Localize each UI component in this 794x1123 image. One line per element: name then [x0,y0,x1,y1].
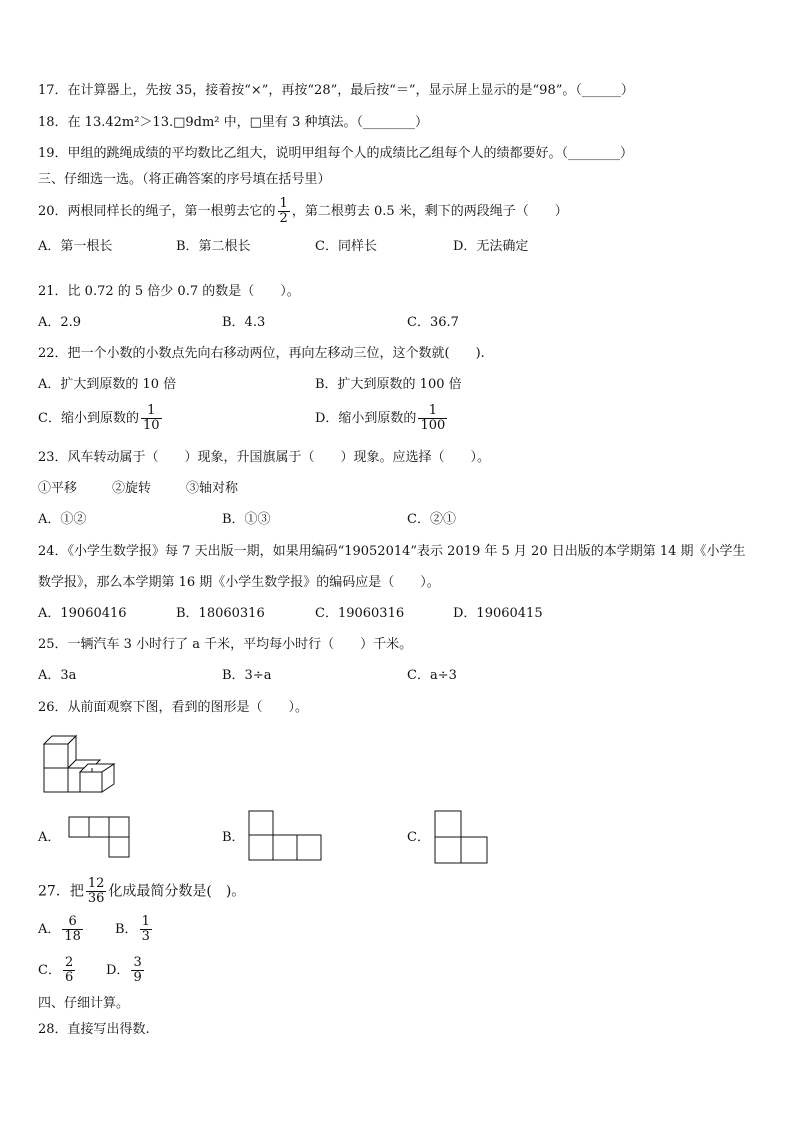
question-23: 23．风车转动属于（ ）现象，升国旗属于（ ）现象。应选择（ ）。 [38,450,491,465]
q22-option-a: A．扩大到原数的 10 倍 [38,377,177,392]
q24-option-a: A．19060416 [38,606,127,621]
fraction: $\frac{1}{2}$ [279,196,288,226]
q27-option-d: D． $\frac{3}{9}$ [106,955,142,985]
q23-option-b: B．①③ [222,512,271,527]
question-28: 28．直接写出得数. [38,1022,150,1037]
q23-option-c: C．②① [407,512,456,527]
fraction: $\frac{1}{3}$ [141,914,150,944]
q26-option-b-label: B． [222,830,245,845]
q24-option-c: C．19060316 [315,606,405,621]
q26-option-b-figure [248,810,322,862]
q25-option-b: B．3÷a [222,668,272,683]
question-18: 18．在 13.42m²＞13.□9dm² 中，□里有 3 种填法。（________） [38,115,428,130]
cube-stack-figure [40,732,120,794]
fraction: $\frac{3}{9}$ [133,955,142,985]
section-4-heading: 四、仔细计算。 [38,996,130,1011]
q25-option-a: A．3a [38,668,77,683]
question-25: 25．一辆汽车 3 小时行了 a 千米，平均每小时行（ ）千米。 [38,637,413,652]
q23-item-3: ③轴对称 [186,481,239,496]
q22-option-b: B．扩大到原数的 100 倍 [315,377,462,392]
question-24-line1: 24．《小学生数学报》每 7 天出版一期，如果用编码“19052014”表示 2019 年 5 月 20 日出版的本学期第 14 期《小学生 [38,544,746,559]
q22-option-c: C．缩小到原数的 $\frac{1}{10}$ [38,403,160,433]
q26-option-c-figure [434,810,490,864]
q27-option-a: A． $\frac{6}{18}$ [38,914,81,944]
q24-option-b: B．18060316 [176,606,265,621]
fraction: $\frac{2}{6}$ [64,955,74,985]
q25-option-c: C．a÷3 [407,668,457,683]
fraction: $\frac{1}{100}$ [420,403,446,433]
fraction: $\frac{12}{36}$ [87,876,105,906]
q23-option-a: A．①② [38,512,87,527]
question-20: 20．两根同样长的绳子，第一根剪去它的 $\frac{1}{2}$ ，第二根剪去 0.5 米，剩下的两段绳子（ ） [38,196,568,226]
q20-option-b: B．第二根长 [176,239,251,254]
fraction: $\frac{1}{10}$ [142,403,160,433]
q27-option-b: B． $\frac{1}{3}$ [115,914,150,944]
q21-option-a: A．2.9 [38,315,82,330]
q26-option-c-label: C． [407,830,430,845]
q21-option-b: B．4.3 [222,315,266,330]
question-19: 19．甲组的跳绳成绩的平均数比乙组大，说明甲组每个人的成绩比乙组每个人的绩都要好。（________） [38,146,634,161]
question-24-line2: 数学报》，那么本学期第 16 期《小学生数学报》的编码应是（ ）。 [38,575,440,590]
question-22: 22．把一个小数的小数点先向右移动两位，再向左移动三位，这个数就( ). [38,346,485,361]
fraction: $\frac{6}{18}$ [64,914,81,944]
q26-option-a-label: A． [38,830,61,845]
question-17: 17．在计算器上，先按 35，接着按“×”，再按“28”，最后按“＝”，显示屏上显示的是“98”。（______） [38,83,634,98]
q23-item-2: ②旋转 [112,481,152,496]
q22-option-d: D．缩小到原数的 $\frac{1}{100}$ [315,403,446,433]
q20-option-a: A．第一根长 [38,239,113,254]
question-21: 21．比 0.72 的 5 倍少 0.7 的数是（ ）。 [38,284,300,299]
q27-option-c: C． $\frac{2}{6}$ [38,955,74,985]
q24-option-d: D．19060415 [453,606,543,621]
section-3-heading: 三、仔细选一选。（将正确答案的序号填在括号里） [38,172,331,187]
q21-option-c: C．36.7 [407,315,459,330]
q20-option-d: D．无法确定 [453,239,529,254]
q23-item-1: ①平移 [38,481,78,496]
q26-option-a-figure [68,816,132,860]
q20-option-c: C．同样长 [315,239,377,254]
question-27: 27．把 $\frac{12}{36}$ 化成最简分数是( )。 [38,876,246,906]
question-26: 26．从前面观察下图，看到的图形是（ ）。 [38,700,309,715]
